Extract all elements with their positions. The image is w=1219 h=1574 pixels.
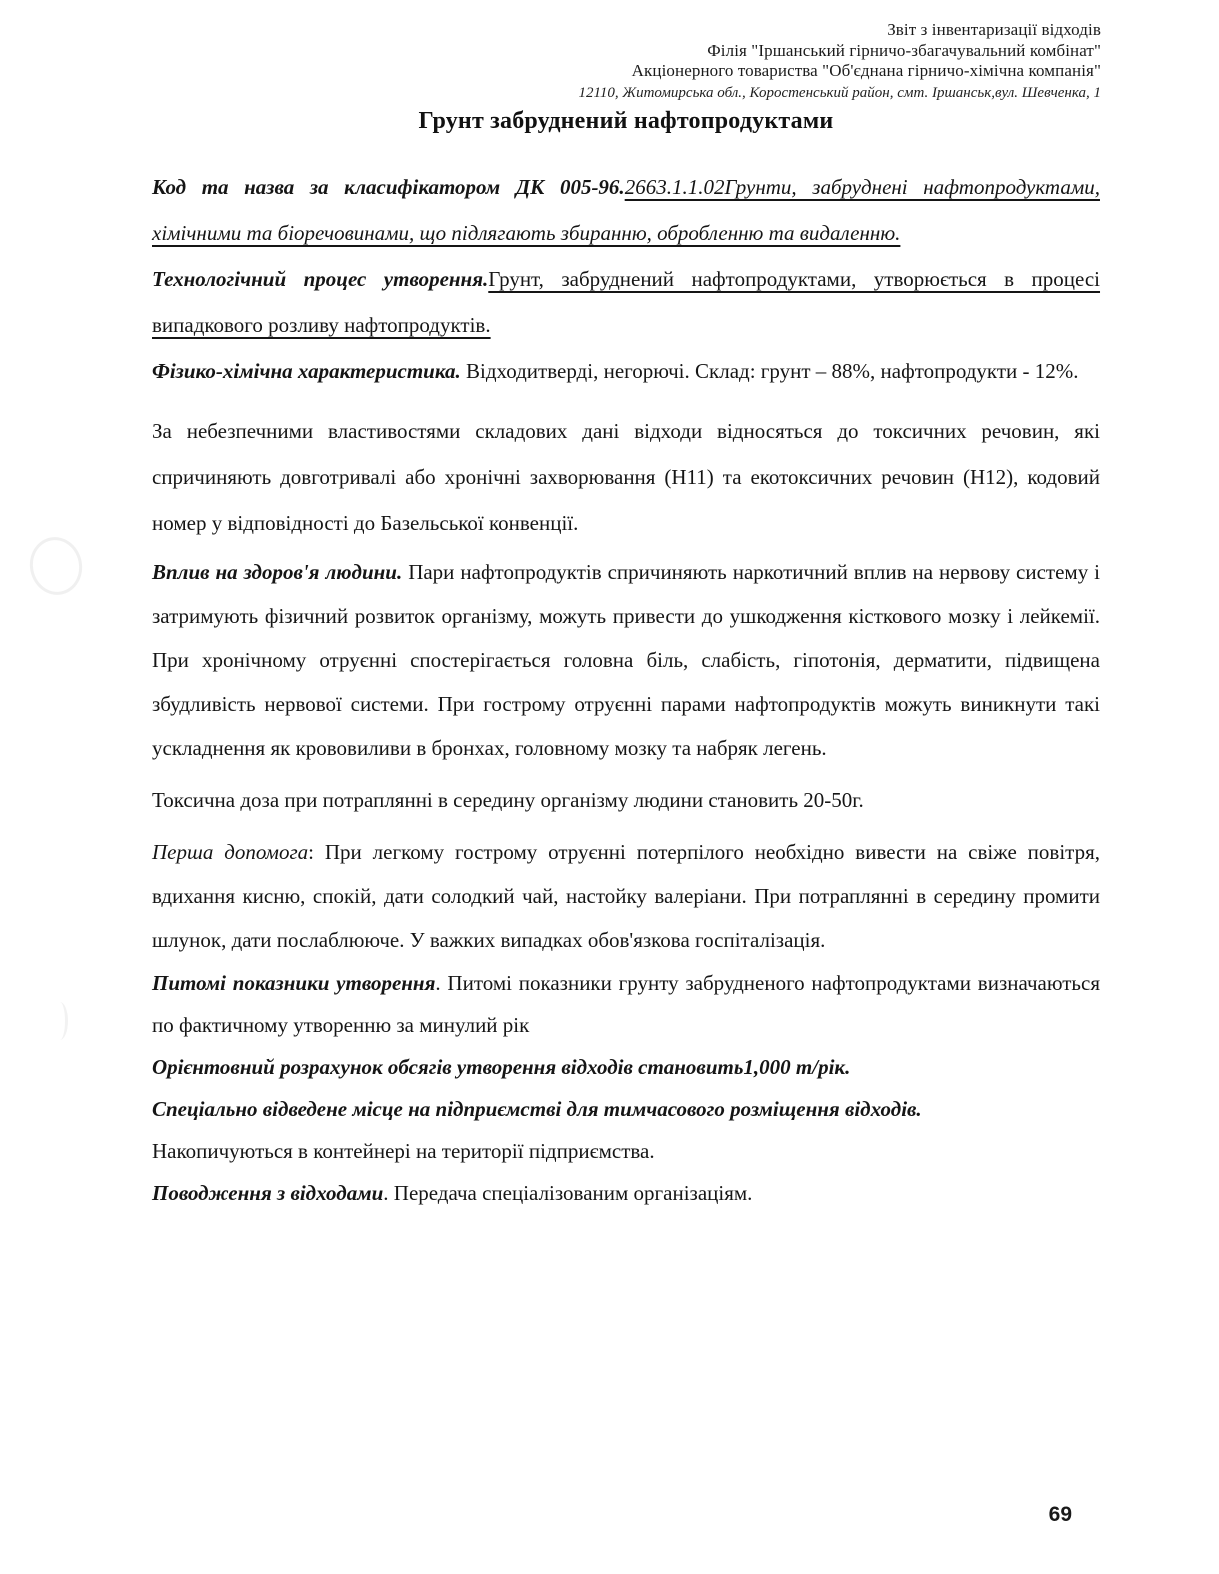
scan-artifact-mark [52,1002,68,1040]
waste-handling-label: Поводження з відходами [152,1181,384,1205]
health-impact-value: Пари нафтопродуктів спричиняють наркотичний вплив на нервову систему і затримують фізичний розвиток організму, можуть привести до ушкодження кісткового мозку і лейкемії. При хронічному отруєнні спостерігається головна біль, слабість, гіпотонія, дерматити, підвищена збудливість нервової системи. При гострому отруєнні парами нафтопродуктів можуть виникнути такі ускладнення як крововиливи в бронхах, головному мозку та набряк легень. [152,560,1101,760]
storage-place-text: Спеціально відведене місце на підприємстві для тимчасового розміщення відходів. [152,1097,922,1121]
para-physchem [152,348,1100,394]
health-impact-label: Вплив на здоров'я людини. [152,560,403,584]
header-report-title: Звіт з інвентаризації відходів [887,20,1101,39]
first-aid-value: : При легкому гострому отруєнні потерпілого необхідно вивести на свіже повітря, вдихання кисню, спокій, дати солодкий чай, настойку валеріани. При потраплянні в середину промити шлунок, дати послаблююче. У важких випадках обов'язкова госпіталізація. [152,840,1101,952]
para-health-impact [152,550,1100,770]
header-address: 12110, Житомирська обл., Коростенський район, смт. Іршанськ,вул. Шевченка, 1 [578,84,1101,101]
waste-handling-value: . Передача спеціалізованим організаціям. [383,1181,753,1205]
para-first-aid [152,830,1100,962]
para-waste-handling [152,1172,1100,1214]
para-accumulation [152,1130,1100,1172]
specific-indicators-value: . Питомі показники грунту забрудненого нафтопродуктами визначаються по фактичному утворенню за минулий рік [152,971,1100,1037]
first-aid-label: Перша допомога [152,840,309,864]
document-body [152,164,1100,1214]
header-branch-name: Філія "Іршанський гірничо-збагачувальний комбінат" [707,40,1101,60]
code-and-name-label: Код та назва за класифікатором ДК 005-96. [152,175,625,199]
hazard-properties-text: За небезпечними властивостями складових дані відходи відносяться до токсичних речовин, які спричиняють довготривалі або хронічні захворювання (Н11) та екотоксичних речовин (Н12), кодовий номер у відповідності до Базельської конвенції. [152,419,1100,535]
code-and-name-value: 2663.1.1.02Грунти, забруднені нафтопродуктами, хімічними та біоречовинами, що підлягають збиранню, обробленню та видаленню. [152,175,1100,245]
para-process [152,256,1100,348]
letterhead [0,20,1101,103]
para-estimated-volume [152,1046,1100,1088]
para-code-and-name [152,164,1100,256]
scan-artifact-ring [25,532,88,600]
toxic-dose-text: Токсична доза при потраплянні в середину організму людини становить 20-50г. [152,788,864,812]
physchem-label: Фізико-хімічна характеристика. [152,359,461,383]
para-specific-indicators [152,962,1100,1046]
process-value: Грунт, забруднений нафтопродуктами, утворюється в процесі випадкового розливу нафтопродуктів. [152,267,1101,337]
accumulation-text: Накопичуються в контейнері на території підприємства. [152,1139,655,1163]
para-hazard-properties [152,408,1100,546]
para-storage-place [152,1088,1100,1130]
header-company-name: Акціонерного товариства "Об'єднана гірничо-хімічна компанія" [631,61,1101,80]
para-toxic-dose [152,778,1100,822]
page-number: 69 [1048,1503,1072,1526]
document-title: Грунт забруднений нафтопродуктами [418,108,834,134]
physchem-value: Відходитверді, негорючі. Склад: грунт – 88%, нафтопродукти - 12%. [460,359,1079,383]
specific-indicators-label: Питомі показники утворення [152,971,436,995]
estimated-volume-text: Орієнтовний розрахунок обсягів утворення відходів становить1,000 т/рік. [152,1055,851,1079]
process-label: Технологічний процес утворення. [152,267,489,291]
